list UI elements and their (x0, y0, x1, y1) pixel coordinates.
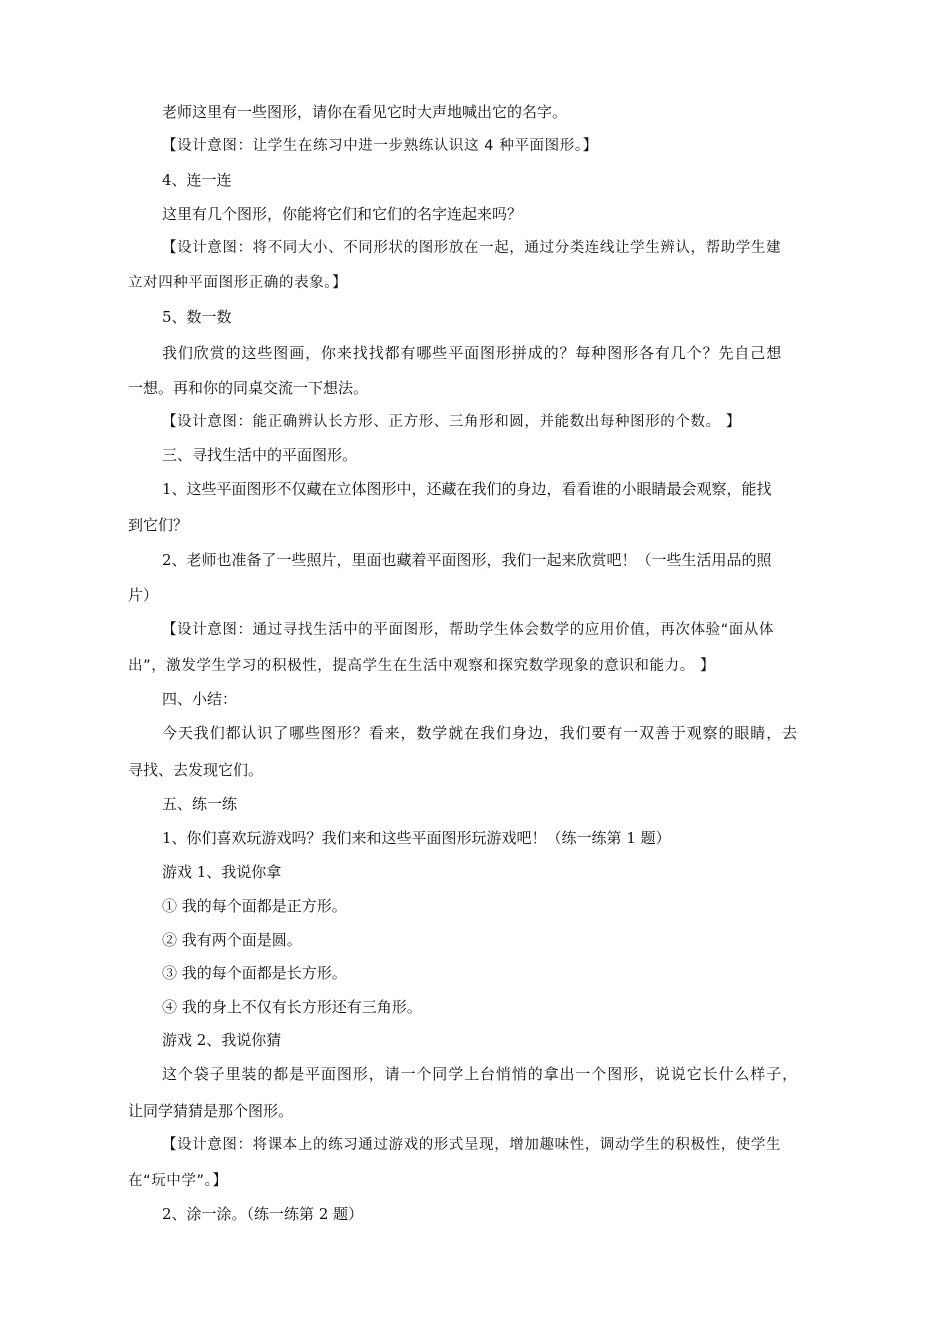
paragraph-line-continued: 寻找、去发现它们。 (128, 761, 264, 779)
paragraph-line: 我们欣赏的这些图画，你来找找都有哪些平面图形拼成的？每种图形各有几个？先自己想 (162, 344, 783, 362)
design-intent-note: 【设计意图：通过寻找生活中的平面图形，帮助学生体会数学的应用价值，再次体验“面从体 (162, 622, 775, 638)
section-heading: 四、小结： (162, 690, 238, 708)
paragraph-line: 1、你们喜欢玩游戏吗？我们来和这些平面图形玩游戏吧！（练一练第 1 题） (162, 829, 671, 847)
section-heading: 三、寻找生活中的平面图形。 (162, 446, 358, 464)
paragraph-line: 2、老师也准备了一些照片，里面也藏着平面图形，我们一起来欣赏吧！（一些生活用品的照 (162, 551, 772, 569)
paragraph-line: 今天我们都认识了哪些图形？看来，数学就在我们身边，我们要有一双善于观察的眼睛，去 (162, 724, 799, 742)
paragraph-line-continued: 到它们？ (128, 516, 189, 534)
paragraph-line-continued: 片） (128, 586, 159, 604)
section-heading: 4、连一连 (162, 171, 232, 189)
paragraph-line-continued: 让同学猜猜是那个图形。 (128, 1102, 294, 1120)
list-item: ① 我的每个面都是正方形。 (162, 897, 347, 915)
game-heading: 游戏 2、我说你猜 (162, 1031, 282, 1049)
design-intent-note-continued: 立对四种平面图形正确的表象。】 (128, 275, 348, 291)
design-intent-note: 【设计意图：让学生在练习中进一步熟练认识这 4 种平面图形。】 (162, 138, 598, 154)
section-heading: 五、练一练 (162, 795, 238, 813)
paragraph-line: 这个袋子里装的都是平面图形，请一个同学上台悄悄的拿出一个图形，说说它长什么样子， (162, 1065, 799, 1083)
paragraph-line-continued: 一想。再和你的同桌交流一下想法。 (128, 379, 369, 397)
design-intent-note-continued: 在“玩中学”。】 (128, 1173, 228, 1189)
list-item: ④ 我的身上不仅有长方形还有三角形。 (162, 998, 422, 1016)
section-heading: 5、数一数 (162, 308, 232, 326)
design-intent-note: 【设计意图：将不同大小、不同形状的图形放在一起，通过分类连线让学生辨认，帮助学生建 (162, 240, 782, 256)
design-intent-note: 【设计意图：能正确辨认长方形、正方形、三角形和圆，并能数出每种图形的个数。 】 (162, 414, 742, 430)
list-item: ② 我有两个面是圆。 (162, 931, 302, 949)
paragraph-line: 2、涂一涂。（练一练第 2 题） (162, 1205, 364, 1223)
list-item: ③ 我的每个面都是长方形。 (162, 964, 347, 982)
paragraph-line: 老师这里有一些图形，请你在看见它时大声地喊出它的名字。 (162, 103, 568, 121)
paragraph-line: 这里有几个图形，你能将它们和它们的名字连起来吗？ (162, 205, 523, 223)
paragraph-line: 1、这些平面图形不仅藏在立体图形中，还藏在我们的身边，看看谁的小眼睛最会观察，能找 (162, 480, 772, 498)
design-intent-note-continued: 出”，激发学生学习的积极性，提高学生在生活中观察和探究数学现象的意识和能力。 】 (128, 658, 716, 674)
game-heading: 游戏 1、我说你拿 (162, 863, 282, 881)
design-intent-note: 【设计意图：将课本上的练习通过游戏的形式呈现，增加趣味性，调动学生的积极性，使学生 (162, 1137, 782, 1153)
